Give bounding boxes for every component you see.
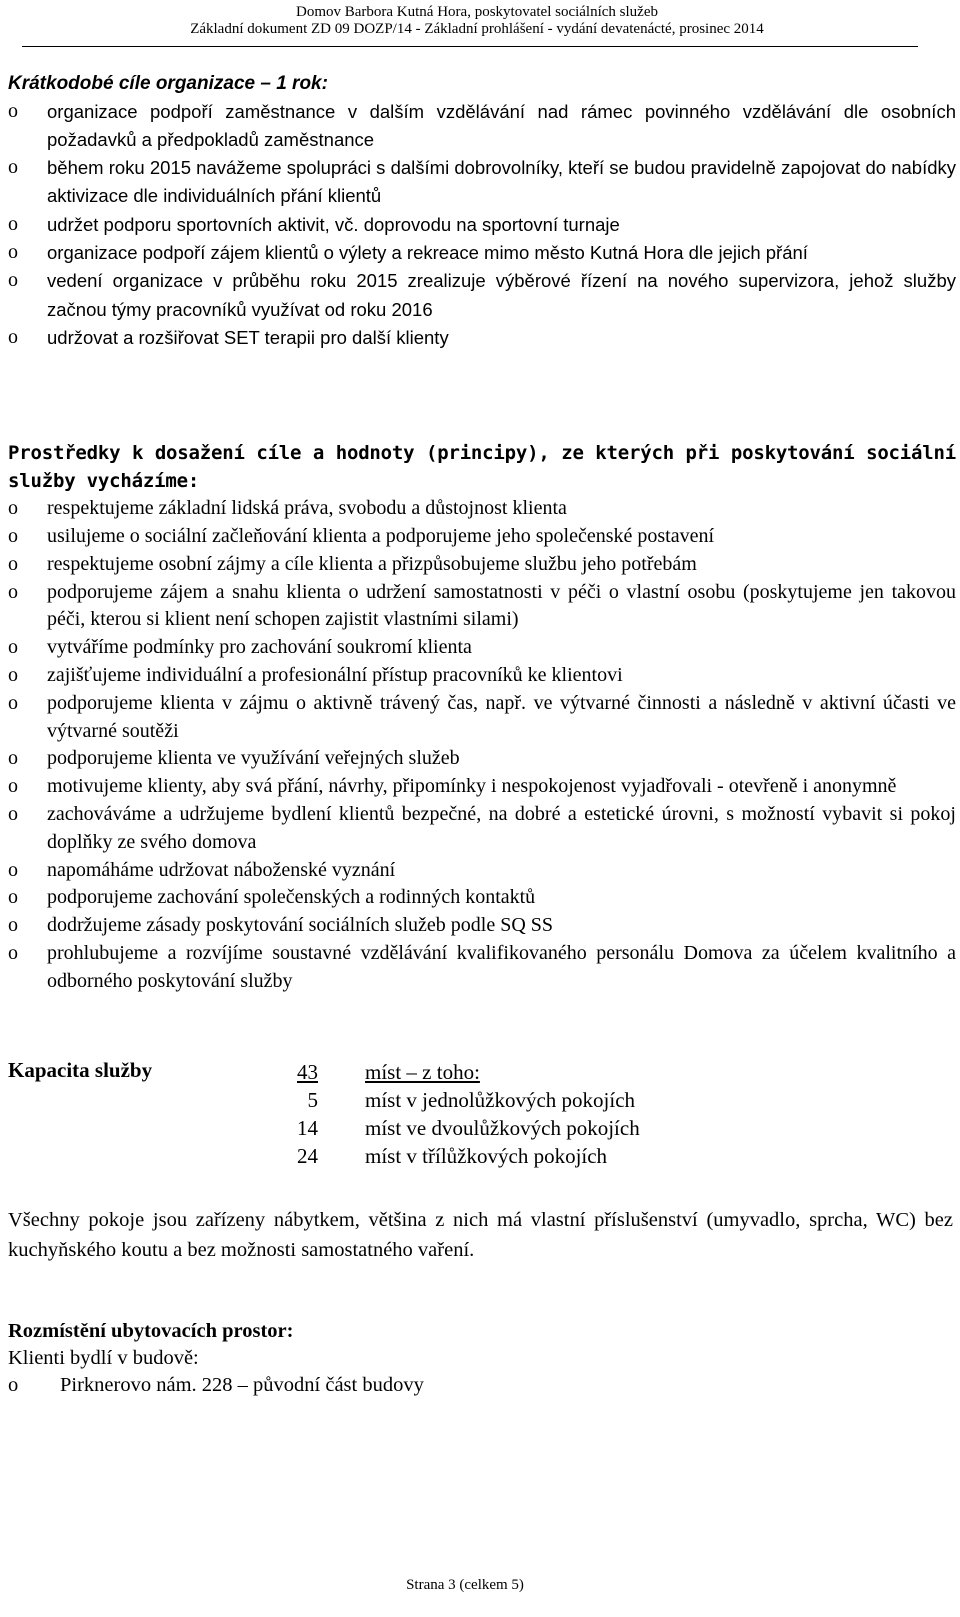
page-footer: Strana 3 (celkem 5) xyxy=(406,1577,524,1593)
capacity-text: míst v třílůžkových pokojích xyxy=(365,1144,608,1168)
short-term-goals-section xyxy=(8,70,956,352)
bullet-icon: o xyxy=(8,497,18,520)
bullet-icon: o xyxy=(8,858,18,881)
list-item: o zajišťujeme individuální a profesionální přístup pracovníků ke klientovi xyxy=(8,662,956,690)
bullet-icon: o xyxy=(8,636,18,659)
list-item: o podporujeme klienta ve využívání veřejných služeb xyxy=(8,745,956,773)
list-item: o motivujeme klienty, aby svá přání, návrhy, připomínky i nespokojenost vyjadřovali - otevřeně i anonymně xyxy=(8,773,956,801)
list-item: o organizace podpoří zájem klientů o výlety a rekreace mimo město Kutná Hora dle jejich přání xyxy=(8,239,956,267)
goals-list xyxy=(8,98,956,353)
principles-title: Prostředky k dosažení cíle a hodnoty (principy), ze kterých při poskytování sociální služby vycházíme: xyxy=(8,442,956,492)
list-item: o napomáháme udržovat náboženské vyznání xyxy=(8,857,956,885)
accommodation-title: Rozmístění ubytovacích prostor: xyxy=(8,1320,294,1342)
bullet-icon: o xyxy=(8,524,18,547)
bullet-icon: o xyxy=(8,691,18,714)
list-item: o organizace podpoří zaměstnance v dalším vzdělávání nad rámec povinného vzdělávání dle osobních požadavků a předpokladů zaměstnance xyxy=(8,99,956,150)
list-item: o podporujeme zájem a snahu klienta o udržení samostatnosti v péči o vlastní osobu (poskytujeme jen takovou péči, kterou si klient není schopen zajistit vlastními silami) xyxy=(8,580,956,631)
bullet-icon: o xyxy=(8,552,18,575)
list-item: o respektujeme základní lidská práva, svobodu a důstojnost klienta xyxy=(8,495,956,523)
list-item: o respektujeme osobní zájmy a cíle klienta a přizpůsobujeme službu jeho potřebám xyxy=(8,551,956,579)
bullet-icon: o xyxy=(8,156,18,179)
list-item: o zachováváme a udržujeme bydlení klientů bezpečné, na dobré a estetické úrovni, s možností vybavit si pokoj doplňky ze svého domova xyxy=(8,802,956,853)
accommodation-subtitle: Klienti bydlí v budově: xyxy=(8,1347,199,1369)
list-item: o dodržujeme zásady poskytování sociálních služeb podle SQ SS xyxy=(8,912,956,940)
rooms-paragraph: Všechny pokoje jsou zařízeny nábytkem, většina z nich má vlastní příslušenství (umyvadlo, sprcha, WC) bez kuchyňského koutu a bez možnosti samostatného vaření. xyxy=(8,1209,953,1261)
list-item: o udržovat a rozšiřovat SET terapii pro další klienty xyxy=(8,324,956,352)
capacity-text: míst v jednolůžkových pokojích xyxy=(365,1088,636,1112)
principles-list xyxy=(8,495,956,995)
bullet-icon: o xyxy=(8,212,18,235)
bullet-icon: o xyxy=(8,747,18,770)
accommodation-section xyxy=(8,1318,956,1399)
list-item: o podporujeme zachování společenských a rodinných kontaktů xyxy=(8,884,956,912)
list-item: o během roku 2015 navážeme spolupráci s dalšími dobrovolníky, kteří se budou pravidelně zapojovat do nabídky aktivizace dle individuálních přání klientů xyxy=(8,156,956,207)
capacity-total-text: míst – z toho: xyxy=(365,1060,480,1084)
capacity-label: Kapacita služby xyxy=(8,1058,153,1082)
bullet-icon: o xyxy=(8,941,18,964)
bullet-icon: o xyxy=(8,663,18,686)
capacity-row xyxy=(280,1086,636,1114)
page-header xyxy=(0,0,960,44)
list-item: o Pirknerovo nám. 228 – původní část budovy xyxy=(8,1372,956,1399)
capacity-number: 24 xyxy=(297,1144,318,1168)
capacity-total-row xyxy=(280,1058,480,1086)
list-item: o prohlubujeme a rozvíjíme soustavné vzdělávání kvalifikovaného personálu Domova za účelem kvalitního a odborného poskytování služby xyxy=(8,941,956,992)
bullet-icon: o xyxy=(8,99,18,122)
capacity-total-number: 43 xyxy=(297,1060,318,1084)
list-item: o vytváříme podmínky pro zachování soukromí klienta xyxy=(8,634,956,662)
buildings-list xyxy=(8,1372,956,1399)
header-document-title: Základní dokument ZD 09 DOZP/14 - Základní prohlášení - vydání devatenácté, prosinec 2014 xyxy=(190,21,764,37)
goals-title: Krátkodobé cíle organizace – 1 rok: xyxy=(8,73,328,94)
capacity-text: míst ve dvoulůžkových pokojích xyxy=(365,1116,640,1140)
list-item: o podporujeme klienta v zájmu o aktivně trávený čas, např. ve výtvarné činnosti a následně v aktivní účasti ve výtvarné soutěži xyxy=(8,691,956,742)
capacity-number: 5 xyxy=(307,1088,318,1112)
bullet-icon: o xyxy=(8,886,18,909)
list-item: o usilujeme o sociální začleňování klienta a podporujeme jeho společenské postavení xyxy=(8,523,956,551)
capacity-number: 14 xyxy=(297,1116,318,1140)
bullet-icon: o xyxy=(8,269,18,292)
list-item: o udržet podporu sportovních aktivit, vč. doprovodu na sportovní turnaje xyxy=(8,211,956,239)
bullet-icon: o xyxy=(8,241,18,264)
header-divider xyxy=(22,46,918,47)
principles-section xyxy=(8,440,956,996)
capacity-row xyxy=(280,1114,640,1142)
bullet-icon: o xyxy=(8,914,18,937)
capacity-row xyxy=(280,1142,608,1170)
list-item: o vedení organizace v průběhu roku 2015 zrealizuje výběrové řízení na nového supervizora, jehož služby začnou týmy pracovníků využívat od roku 2016 xyxy=(8,269,956,320)
bullet-icon: o xyxy=(8,802,18,825)
bullet-icon: o xyxy=(8,775,18,798)
bullet-icon: o xyxy=(8,1374,19,1396)
bullet-icon: o xyxy=(8,325,18,348)
header-organization: Domov Barbora Kutná Hora, poskytovatel sociálních služeb xyxy=(296,4,658,20)
bullet-icon: o xyxy=(8,580,18,603)
